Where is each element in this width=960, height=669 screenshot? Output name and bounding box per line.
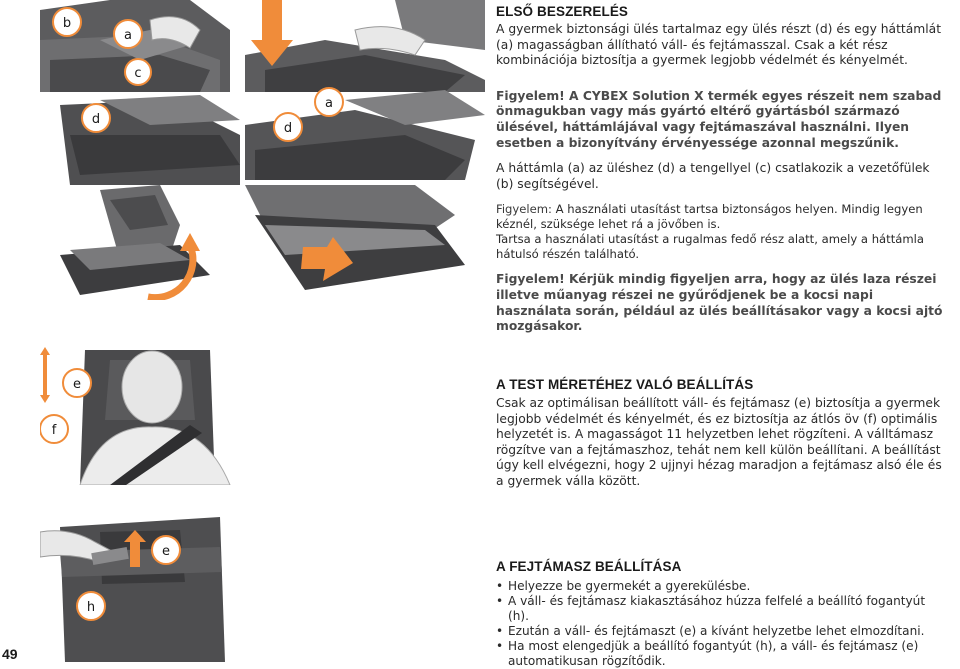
note-text-1: A használati utasítást tartsa biztonságos helyen. Mindig legyen kéznél, szüksége lehet rá a jövőben is. bbox=[496, 202, 923, 232]
note-label: Figyelem: bbox=[496, 202, 552, 217]
body-size-paragraph: Csak az optimálisan beállított váll- és fejtámasz (e) biztosítja a gyermek legjobb védelmét és kényelmét, és ez biztosítja az átlós öv (f) optimális helyzetét is. A magasságot 11 helyzetben lehet rögzíteni. A válltámasz rögzítve van a fejtámaszhoz, tehát nem kell külön beállítani. A beállítást úgy kell elvégezni, hogy 2 ujjnyi hézag maradjon a fejtámasz alsó éle és a gyermek válla között. bbox=[496, 396, 942, 488]
list-item: • Ha most elengedjük a beállító fogantyút (h), a váll- és fejtámasz (e) automatikusan rögzítődik. bbox=[496, 639, 948, 669]
label-h: h bbox=[86, 600, 96, 615]
intro-paragraph: A gyermek biztonsági ülés tartalmaz egy ülés részt (d) és egy háttámlát (a) magasságban állítható váll- és fejtámasszal. Csak a két rész kombinációja biztosítja a gyermek legjobb védelmét és kényelmét. bbox=[496, 22, 942, 68]
section-title-headrest: A FEJTÁMASZ BEÁLLÍTÁSA bbox=[496, 559, 682, 574]
section-title-first-installation: ELSŐ BESZERELÉS bbox=[496, 4, 629, 19]
illustration-seat-assembly-1 bbox=[40, 0, 240, 92]
illustration-headrest-adjust bbox=[40, 512, 240, 662]
label-e-2: e bbox=[162, 544, 170, 559]
label-b: b bbox=[62, 16, 72, 31]
label-d-1: d bbox=[91, 112, 101, 127]
illustration-seat-underside bbox=[245, 185, 485, 300]
section-body-size bbox=[496, 377, 948, 490]
page-number: 49 bbox=[2, 646, 18, 662]
illustration-seat-base bbox=[40, 95, 240, 185]
warning-paragraph-2: Figyelem! Kérjük mindig figyeljen arra, hogy az ülés laza részei illetve műanyag részei ne gyűrődjenek be a kocsi napi használata során, például az ülés beállításakor vagy a kocsi ajtó mozgásakor. bbox=[496, 272, 943, 334]
label-a-2: a bbox=[325, 96, 333, 111]
label-e: e bbox=[73, 377, 81, 392]
connect-paragraph: A háttámla (a) az üléshez (d) a tengellyel (c) csatlakozik a vezetőfülek (b) segítségével. bbox=[496, 161, 930, 191]
list-item: • Helyezze be gyermekét a gyerekülésbe. bbox=[496, 579, 948, 594]
illustration-body-size bbox=[40, 345, 240, 485]
illustration-seat-assembly-2 bbox=[245, 0, 485, 92]
section-headrest bbox=[496, 559, 948, 669]
list-item: • A váll- és fejtámasz kiakasztásához húzza felfelé a beállító fogantyút (h). bbox=[496, 594, 948, 624]
headrest-steps-list bbox=[496, 579, 948, 669]
label-c: c bbox=[134, 66, 142, 81]
section-first-installation bbox=[496, 4, 948, 335]
list-item: • Ezután a váll- és fejtámaszt (e) a kívánt helyzetbe lehet elmozdítani. bbox=[496, 624, 948, 639]
label-a: a bbox=[124, 28, 132, 43]
arrow-updown-icon bbox=[40, 347, 50, 403]
label-f: f bbox=[51, 423, 57, 438]
warning-paragraph-1: Figyelem! A CYBEX Solution X termék egyes részeit nem szabad önmagukban vagy más gyártó eltérő gyártásból származó ülésével, háttámlájával vagy fejtámaszával használni. Ilyen esetben a bizonyítvány érvényessége azonnal megszűnik. bbox=[496, 88, 942, 150]
label-d-2: d bbox=[283, 121, 293, 136]
illustration-seat-rotate bbox=[40, 185, 240, 300]
note-paragraph-1 bbox=[496, 202, 948, 232]
note-paragraph-2: Tartsa a használati utasítást a rugalmas fedő rész alatt, amely a háttámla hátulsó részén található. bbox=[496, 232, 924, 262]
illustration-seat-base-backrest bbox=[245, 80, 485, 180]
section-title-body-size: A TEST MÉRETÉHEZ VALÓ BEÁLLÍTÁS bbox=[496, 377, 754, 392]
